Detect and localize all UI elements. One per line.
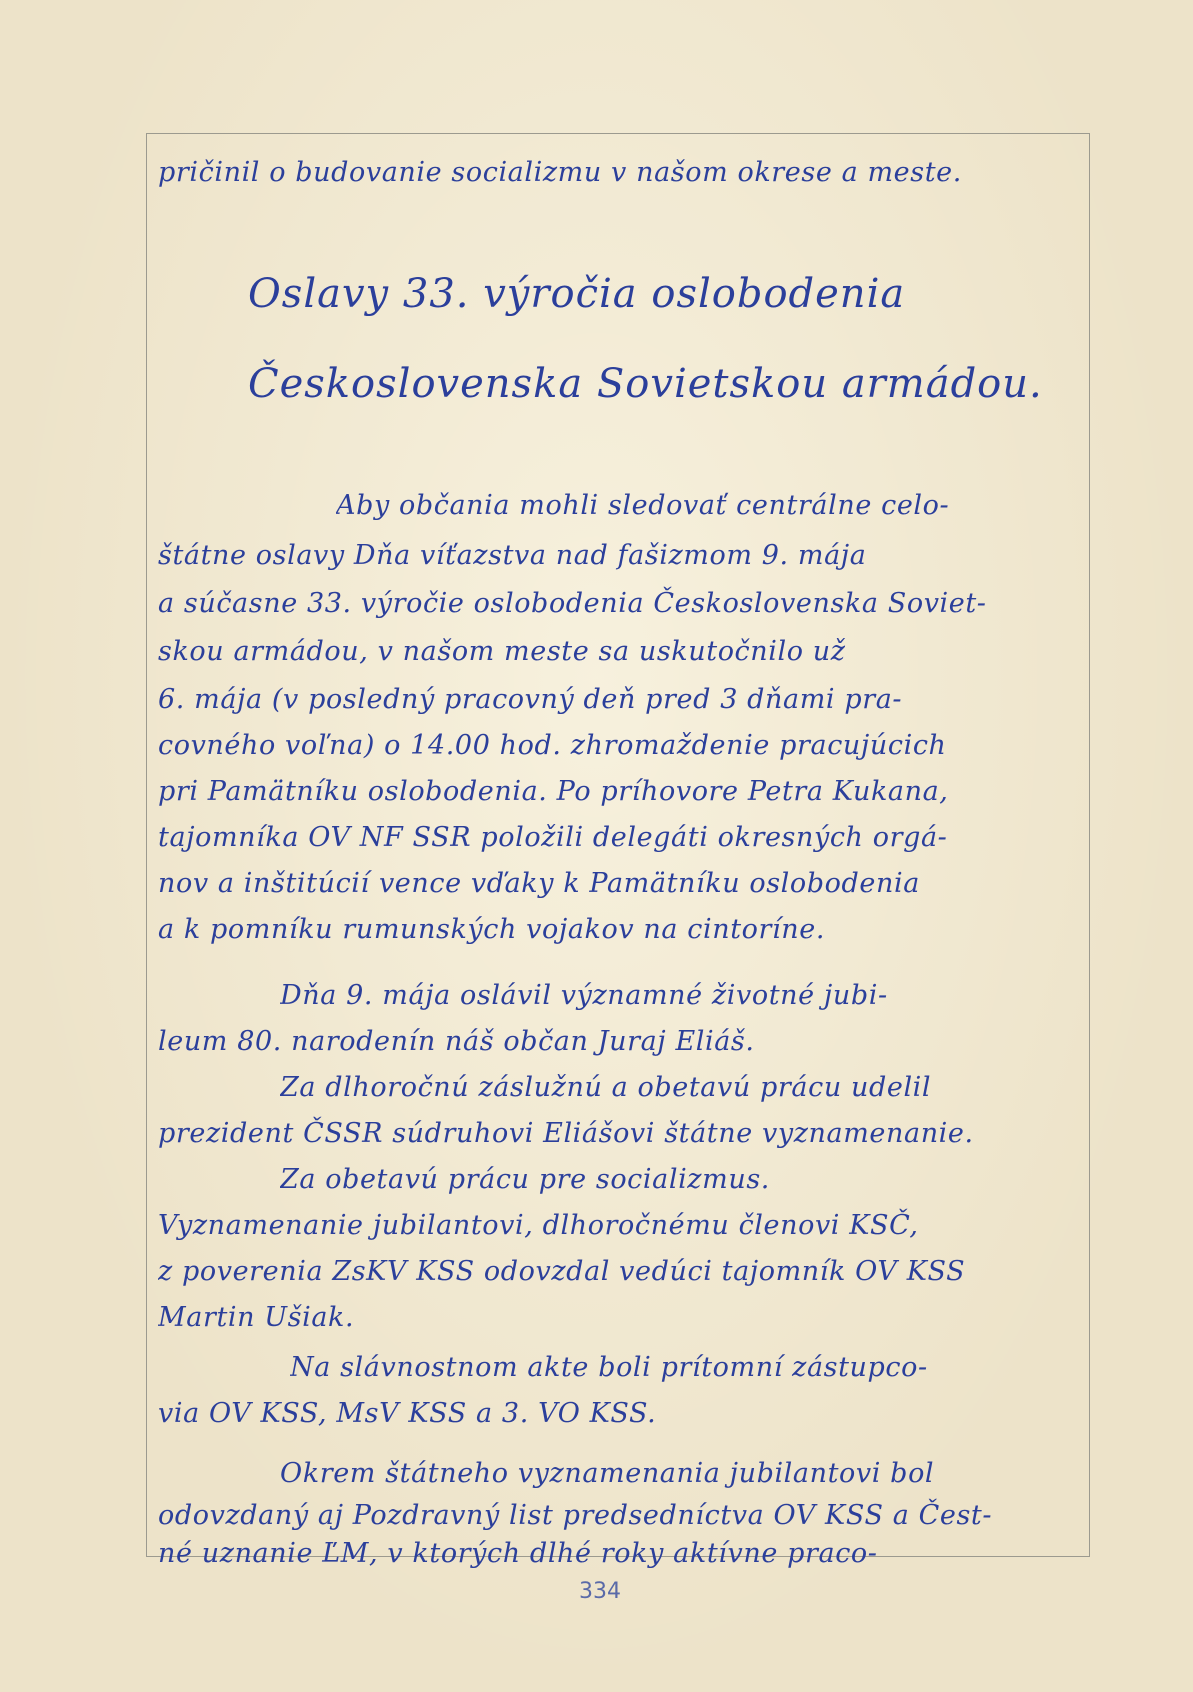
text-line: Za obetavú prácu pre socializmus. — [280, 1164, 770, 1195]
text-line: skou armádou, v našom meste sa uskutočnilo už — [158, 636, 846, 667]
text-line: Dňa 9. mája oslávil významné životné jubi- — [280, 980, 888, 1011]
text-line: prezident ČSSR súdruhovi Eliášovi štátne vyznamenanie. — [158, 1118, 974, 1149]
text-line: via OV KSS, MsV KSS a 3. VO KSS. — [158, 1398, 657, 1429]
text-line: štátne oslavy Dňa víťazstva nad fašizmom 9. mája — [158, 540, 867, 571]
text-line: a súčasne 33. výročie oslobodenia Československa Soviet- — [158, 588, 987, 619]
text-line: 6. mája (v posledný pracovný deň pred 3 dňami pra- — [158, 684, 903, 715]
text-line: leum 80. narodenín náš občan Juraj Eliáš. — [158, 1026, 755, 1057]
text-line: né uznanie ĽM, v ktorých dlhé roky aktívne praco- — [158, 1538, 878, 1569]
section-heading-line-1: Oslavy 33. výročia oslobodenia — [248, 271, 906, 317]
text-line: Okrem štátneho vyznamenania jubilantovi bol — [280, 1458, 935, 1489]
text-line: z poverenia ZsKV KSS odovzdal vedúci tajomník OV KSS — [158, 1256, 966, 1287]
section-heading-line-2: Československa Sovietskou armádou. — [248, 361, 1043, 407]
text-line: covného voľna) o 14.00 hod. zhromaždenie pracujúcich — [158, 730, 947, 761]
text-line: Vyznamenanie jubilantovi, dlhoročnému členovi KSČ, — [158, 1210, 919, 1241]
text-line: pri Pamätníku oslobodenia. Po príhovore Petra Kukana, — [158, 776, 949, 807]
text-line: nov a inštitúcií vence vďaky k Pamätníku oslobodenia — [158, 868, 920, 899]
text-line: Aby občania mohli sledovať centrálne celo- — [336, 490, 950, 521]
text-line: Na slávnostnom akte boli prítomní zástupco- — [290, 1352, 928, 1383]
text-line: tajomníka OV NF SSR položili delegáti okresných orgá- — [158, 822, 948, 853]
text-line: a k pomníku rumunských vojakov na cintoríne. — [158, 914, 826, 945]
text-line: odovzdaný aj Pozdravný list predsedníctva OV KSS a Čest- — [158, 1500, 993, 1531]
text-line: Martin Ušiak. — [158, 1302, 355, 1333]
text-line: pričinil o budovanie socializmu v našom okrese a meste. — [158, 157, 962, 188]
text-line: Za dlhoročnú záslužnú a obetavú prácu udelil — [280, 1072, 932, 1103]
page-number: 334 — [579, 1579, 621, 1604]
